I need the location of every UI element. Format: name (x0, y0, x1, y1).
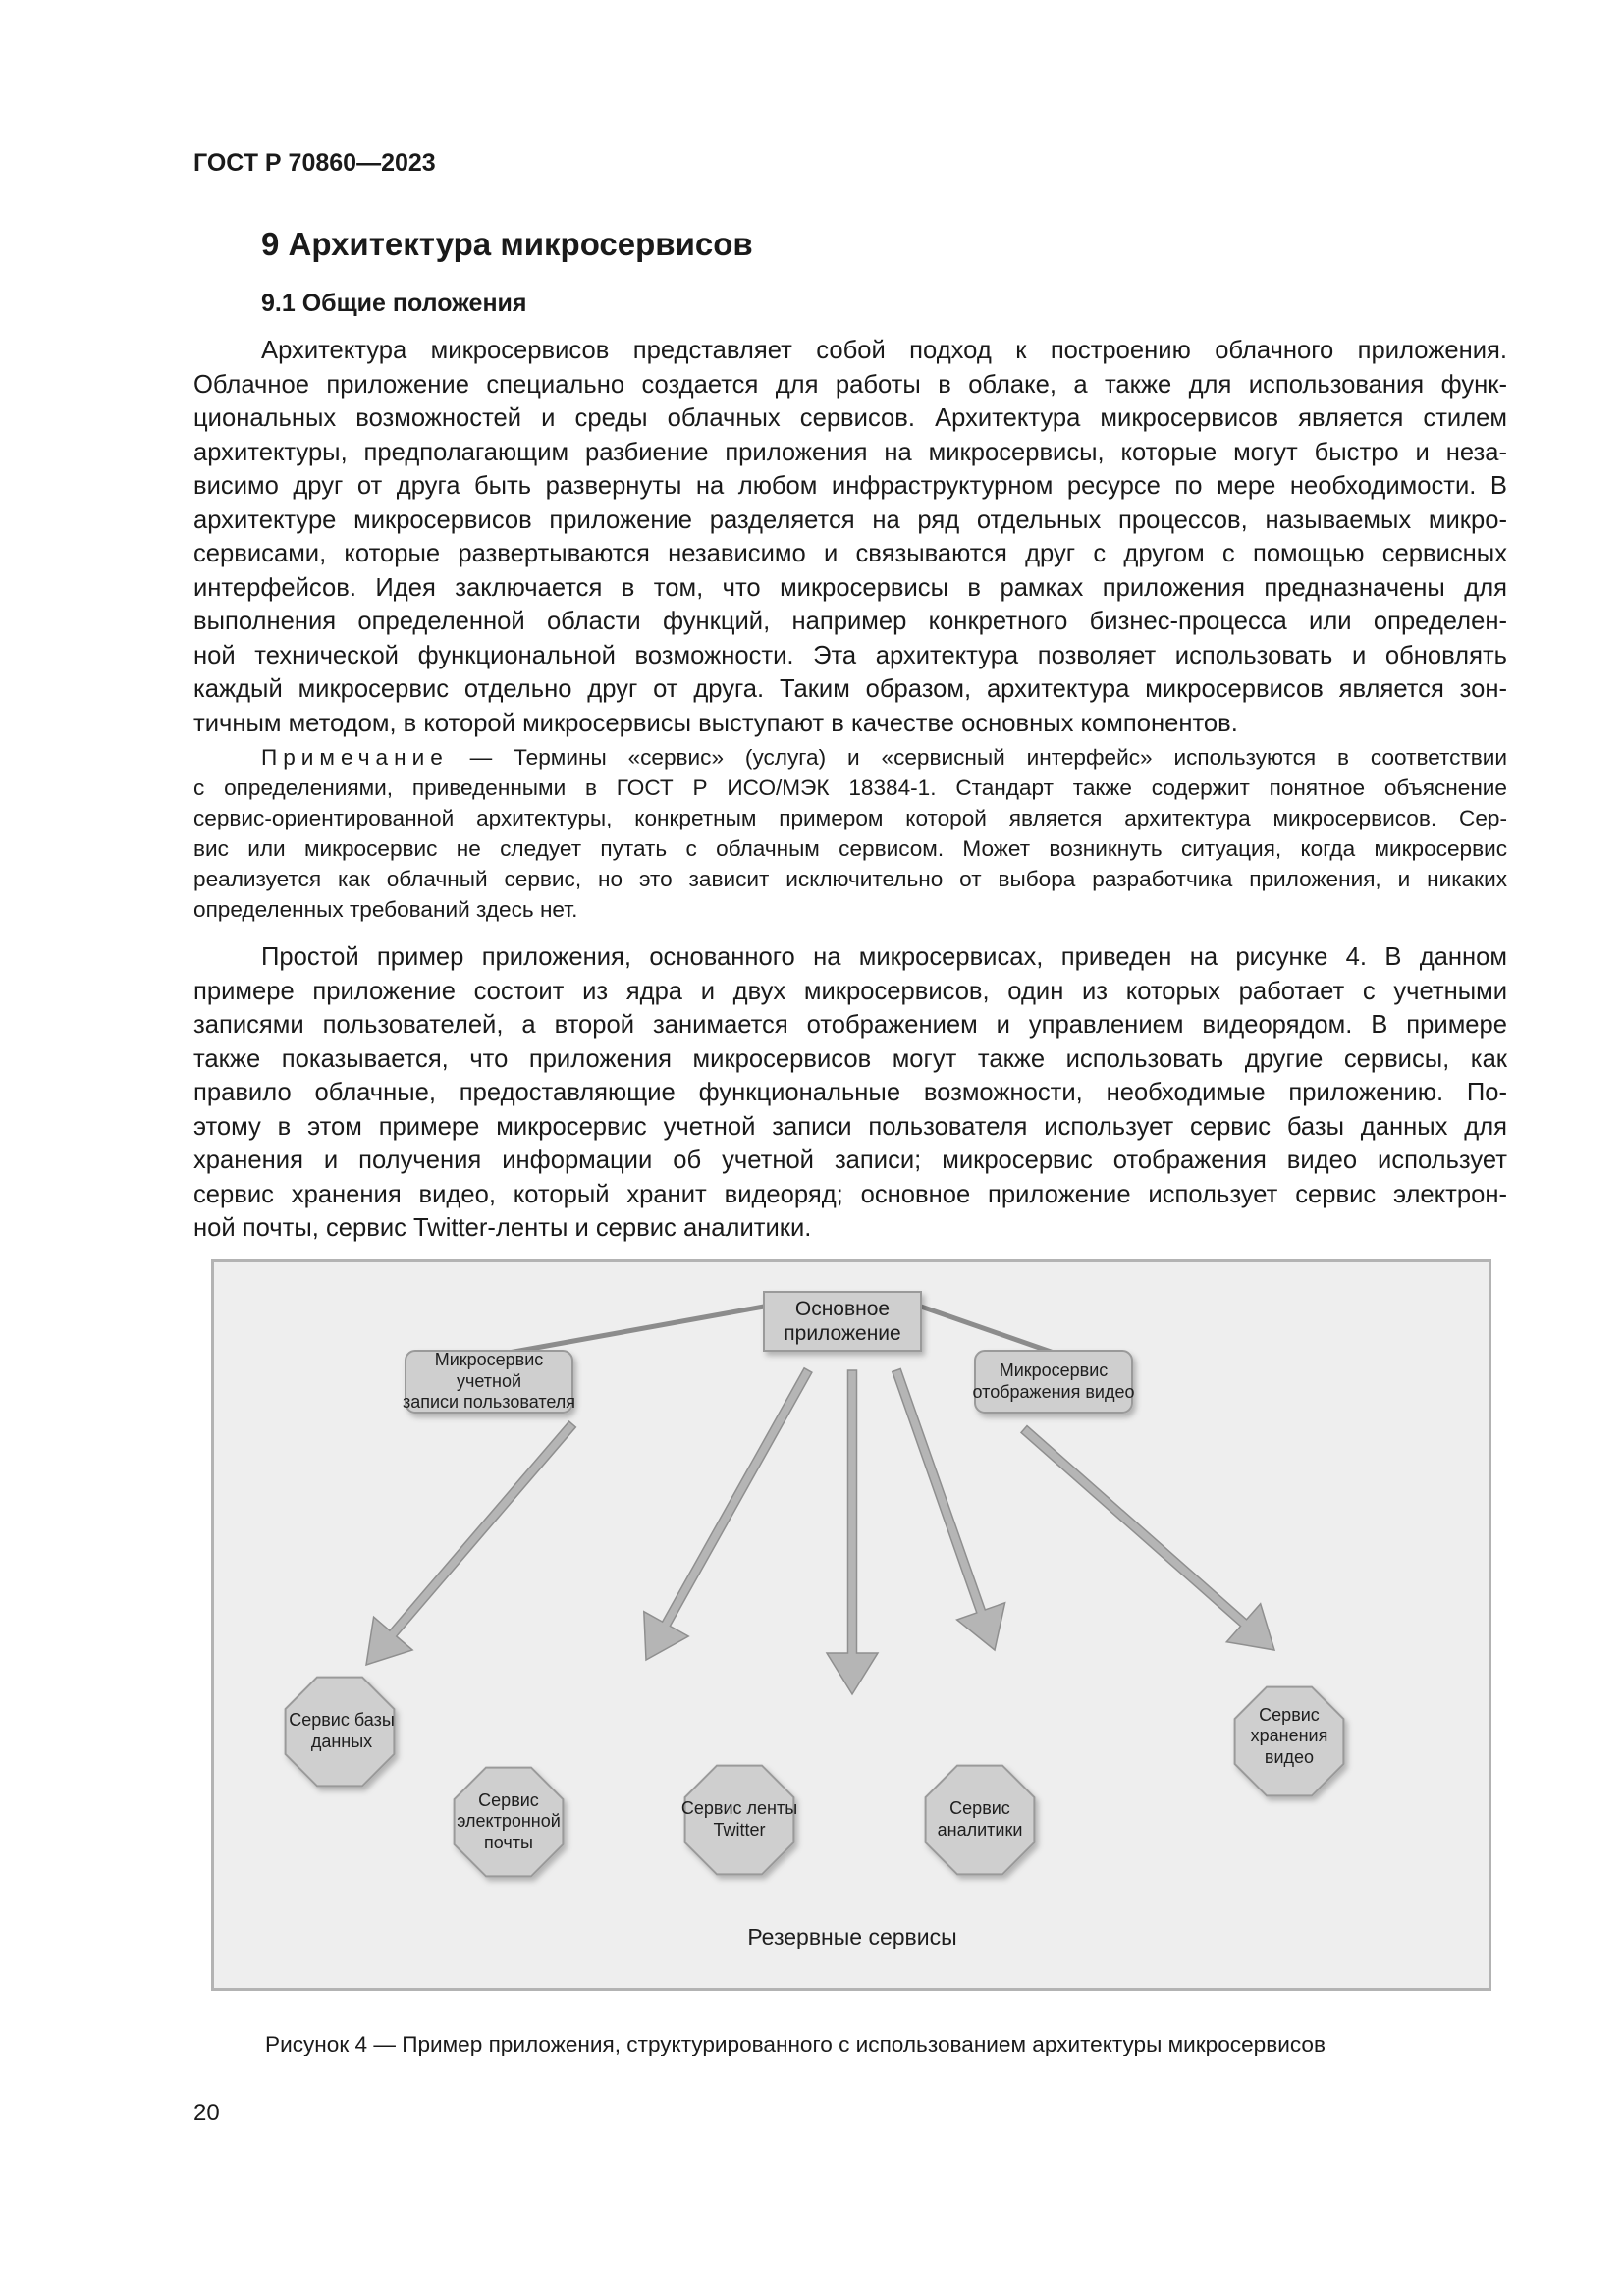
figure-4-diagram (211, 1259, 1491, 1991)
video-ms-line: Микросервис (999, 1360, 1109, 1380)
connector-line-left (509, 1307, 764, 1353)
paragraph-1 (193, 334, 1507, 740)
note-line: с определениями, приведенными в ГОСТ Р ИСО/МЭК 18384-1. Стандарт также содержит понятное объяснение (193, 775, 1507, 800)
database-line: данных (310, 1732, 373, 1751)
paragraph-line: сервисами, которые развертываются независимо и связываются друг с другом с помощью сервисных (193, 540, 1507, 567)
paragraph-line: записями пользователей, а второй занимается отображением и управлением видеорядом. В примере (193, 1011, 1507, 1039)
video-store-line: видео (1264, 1746, 1315, 1767)
note-line: сервис-ориентированной архитектуры, конкретным примером которой является архитектура микросервисов. Сер- (193, 806, 1507, 830)
user-account-microservice-label (401, 1351, 577, 1413)
paragraph-line: циональных возможностей и среды облачных сервисов. Архитектура микросервисов является стилем (193, 404, 1507, 432)
analytics-service-label (892, 1761, 1068, 1879)
user-ms-line: записи пользователя (402, 1392, 576, 1413)
note-line: определенных требований здесь нет. (193, 897, 578, 922)
paragraph-line: висимо друг от друга быть развернуты на любом инфраструктурном ресурсе по мере необходимости. В (193, 472, 1507, 500)
paragraph-line: каждый микросервис отдельно друг от друга. Таким образом, архитектура микросервисов является зон- (193, 675, 1507, 703)
video-display-microservice-label (970, 1351, 1137, 1413)
main-application-line: приложение (784, 1322, 901, 1345)
main-application-label (764, 1292, 921, 1351)
note-block (193, 742, 1507, 925)
paragraph-line: этому в этом примере микросервис учетной записи пользователя использует сервис базы данных для (193, 1112, 1507, 1141)
figure-caption: Рисунок 4 — Пример приложения, структурированного с использованием архитектуры микросервисов (265, 2032, 1326, 2056)
email-line: почты (484, 1832, 533, 1852)
paragraph-line: также показывается, что приложения микросервисов могут также использовать другие сервисы, как (193, 1044, 1507, 1073)
note-label: Примечание (261, 745, 449, 770)
paragraph-line: сервис хранения видео, который хранит видеоряд; основное приложение использует сервис электрон- (193, 1180, 1507, 1208)
paragraph-line: примере приложение состоит из ядра и двух микросервисов, один из которых работает с учетными (193, 977, 1507, 1005)
paragraph-line: интерфейсов. Идея заключается в том, что микросервисы в рамках приложения предназначены для (193, 573, 1507, 602)
arrow-to-twitter (827, 1370, 878, 1694)
note-line-text: — Термины «сервис» (услуга) и «сервисный интерфейс» используются в соответствии (448, 745, 1507, 770)
paragraph-line: Облачное приложение специально создается для работы в облаке, а также для использования функ- (193, 370, 1507, 399)
video-store-line: Сервис (1259, 1704, 1320, 1725)
paragraph-line: ной почты, сервис Twitter-ленты и сервис аналитики. (193, 1214, 812, 1242)
paragraph-line: архитектуры, предполагающим разбиение приложения на микросервисы, которые могут быстро и неза- (193, 438, 1507, 466)
backup-services-label: Резервные сервисы (747, 1924, 957, 1950)
database-line: Сервис базы (289, 1710, 395, 1731)
arrow-to-email (644, 1368, 812, 1660)
email-service-label (420, 1758, 597, 1886)
document-standard-header: ГОСТ Р 70860—2023 (193, 149, 436, 177)
paragraph-line: Архитектура микросервисов представляет собой подход к построению облачного приложения. (261, 337, 1507, 364)
paragraph-line: хранения и получения информации об учетной записи; микросервис отображения видео использует (193, 1147, 1507, 1174)
paragraph-line: ной технической функциональной возможности. Эта архитектура позволяет использовать и обновлять (193, 641, 1507, 669)
user-ms-line: Микросервис учетной (434, 1350, 544, 1391)
arrow-to-database (366, 1421, 575, 1665)
paragraph-line: архитектуре микросервисов приложение разделяется на ряд отдельных процессов, называемых микро- (193, 506, 1507, 534)
arrow-to-video-storage (1021, 1426, 1274, 1650)
paragraph-line: выполнения определенной области функций, например конкретного бизнес-процесса или определен- (193, 608, 1507, 635)
note-line: вис или микросервис не следует путать с облачным сервисом. Может возникнуть ситуация, когда микросервис (193, 836, 1507, 861)
twitter-line: Сервис ленты (680, 1798, 798, 1819)
connector-line-right (921, 1307, 1054, 1353)
analytics-line: аналитики (937, 1820, 1023, 1840)
paragraph-line: правило облачные, предоставляющие функциональные возможности, необходимые приложению. По- (193, 1079, 1507, 1106)
twitter-service-label (651, 1761, 828, 1879)
email-line: Сервис (478, 1789, 539, 1810)
video-ms-line: отображения видео (972, 1381, 1135, 1402)
note-line: реализуется как облачный сервис, но это зависит исключительно от выбора разработчика приложения, и никаких (193, 867, 1507, 891)
video-store-line: хранения (1250, 1726, 1328, 1746)
email-line: электронной (457, 1811, 561, 1832)
analytics-line: Сервис (949, 1798, 1010, 1819)
paragraph-2 (193, 940, 1507, 1246)
main-application-line: Основное (794, 1297, 891, 1320)
video-storage-service-label (1201, 1673, 1378, 1800)
section-title: 9 Архитектура микросервисов (261, 226, 753, 262)
subsection-title: 9.1 Общие положения (261, 290, 527, 317)
database-service-label (253, 1673, 430, 1790)
note-line (193, 742, 1507, 773)
paragraph-line: тичным методом, в которой микросервисы выступают в качестве основных компонентов. (193, 709, 1238, 737)
page-number: 20 (193, 2100, 220, 2126)
paragraph-line: Простой пример приложения, основанного на микросервисах, приведен на рисунке 4. В данном (261, 943, 1507, 971)
twitter-line: Twitter (713, 1820, 766, 1840)
